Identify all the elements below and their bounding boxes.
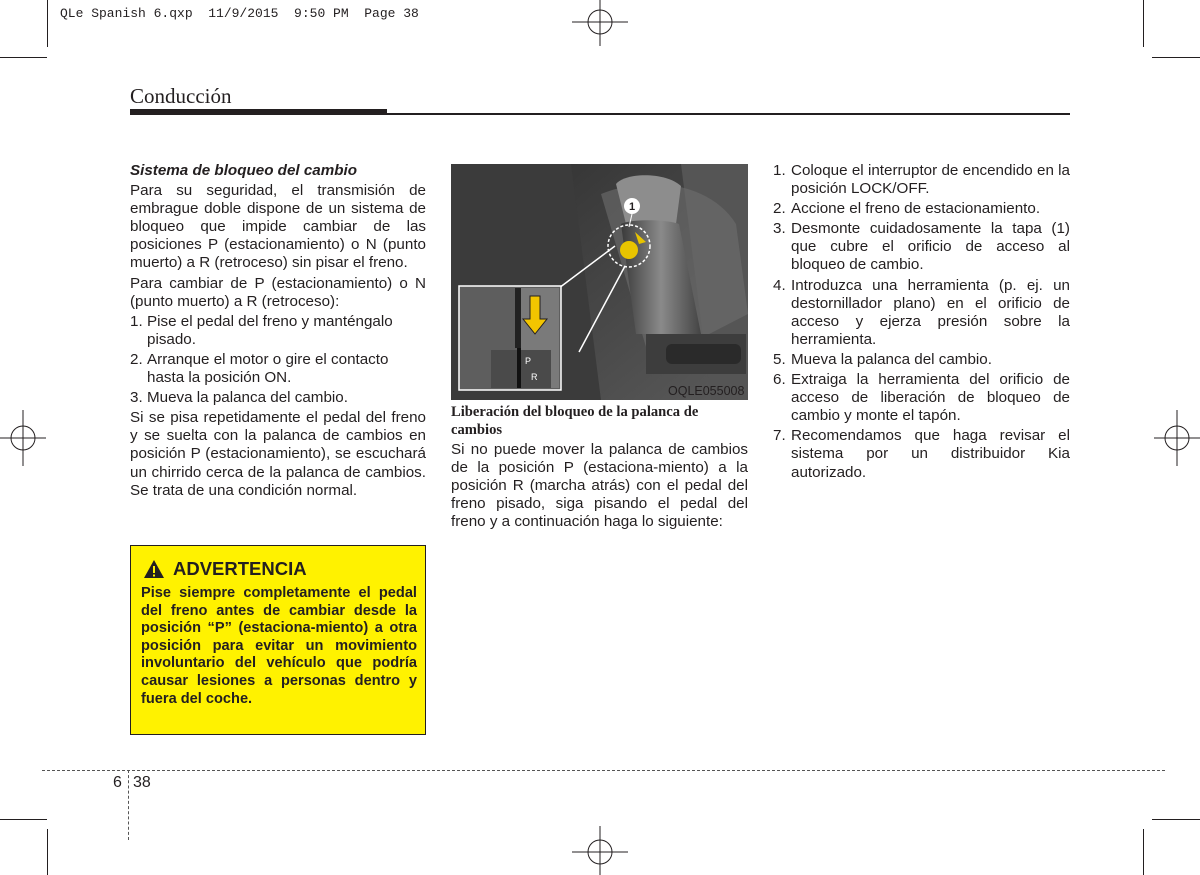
crop-mark [0,57,47,58]
crop-mark [47,0,48,47]
figure-caption: Liberación del bloqueo de la palanca de cambios [451,404,699,438]
steps-list [773,162,1070,482]
list-item: 2. Accione el freno de estacionamiento. [773,200,1041,218]
paragraph: Si no puede mover la palanca de cambios de la posición P (estaciona-miento) a la posición R (marcha atrás) con el pedal del freno pisado, siga pisando el pedal del freno y a continuación haga lo siguiente: [451,441,748,531]
list-item: 3. Mueva la palanca del cambio. [130,389,348,407]
list-item: 3. Desmonte cuidadosamente la tapa (1) que cubre el orificio de acceso al bloqueo de cambio. [773,220,1070,274]
footer-divider [128,770,129,840]
paragraph: Si se pisa repetidamente el pedal del freno y se suelta con la palanca de cambios en posición P (estacionamiento), se escuchará un chirrido cerca de la palanca de cambios. Se trata de una condición normal. [130,409,426,499]
page-number: 38 [133,774,151,791]
warning-text: Pise siempre completamente el pedal del freno antes de cambiar desde la posición “P” (estaciona-miento) a otra posición para evitar un movimiento involuntario del vehículo que podría causar lesiones a personas dentro y fuera del coche. [141,585,417,707]
warning-box [130,545,426,735]
list-item: 1. Pise el pedal del freno y manténgalo pisado. [130,312,393,348]
chapter-number: 6 [113,774,122,791]
registration-mark-top [572,0,628,46]
warning-header [143,558,307,580]
subheading: Sistema de bloqueo del cambio [130,162,358,179]
list-item: 1. Coloque el interruptor de encendido en la posición LOCK/OFF. [773,162,1070,198]
crop-mark [47,829,48,875]
callout-number: 1 [628,201,636,213]
crop-mark [1143,0,1144,47]
gear-label-r: R [531,372,538,382]
right-column [773,162,1070,484]
list-item: 7. Recomendamos que haga revisar el sistema por un distribuidor Kia autorizado. [773,427,1070,481]
warning-triangle-icon [143,559,165,579]
gear-shift-photo [451,164,748,400]
registration-mark-right [1154,410,1200,466]
registration-mark-left [0,410,46,466]
middle-column [451,441,748,533]
crop-mark [1152,819,1200,820]
paragraph: Para cambiar de P (estacionamiento) o N (punto muerto) a R (retroceso): [130,274,426,310]
registration-mark-bottom [572,826,628,875]
list-item: 6. Extraiga la herramienta del orificio de acceso de liberación de bloqueo de cambio y monte el tapón. [773,371,1070,425]
section-title: Conducción [130,84,232,108]
header-rule-thick [130,109,387,115]
print-slug: QLe Spanish 6.qxp 11/9/2015 9:50 PM Page 38 [60,6,419,21]
footer-rule [42,770,1165,771]
crop-mark [1143,829,1144,875]
crop-mark [0,819,47,820]
list-item: 2. Arranque el motor o gire el contacto hasta la posición ON. [130,350,389,387]
gear-shift-illustration [451,164,748,400]
list-item: 4. Introduzca una herramienta (p. ej. un destornillador plano) en el orificio de acceso y ejerza presión sobre la herramienta. [773,276,1070,348]
left-column [130,162,426,502]
gear-label-p: P [525,356,532,366]
warning-title: ADVERTENCIA [173,558,307,579]
figure-code: OQLE055008 [668,384,745,398]
list-item: 5. Mueva la palanca del cambio. [773,350,992,368]
header-rule-thin [387,113,1070,115]
paragraph: Para su seguridad, el transmisión de embrague doble dispone de un sistema de bloqueo que impide cambiar de las posiciones P (estacionamiento) o N (punto muerto) a R (retroceso) sin pisar el freno. [130,182,426,272]
steps-list [130,313,426,407]
crop-mark [1152,57,1200,58]
